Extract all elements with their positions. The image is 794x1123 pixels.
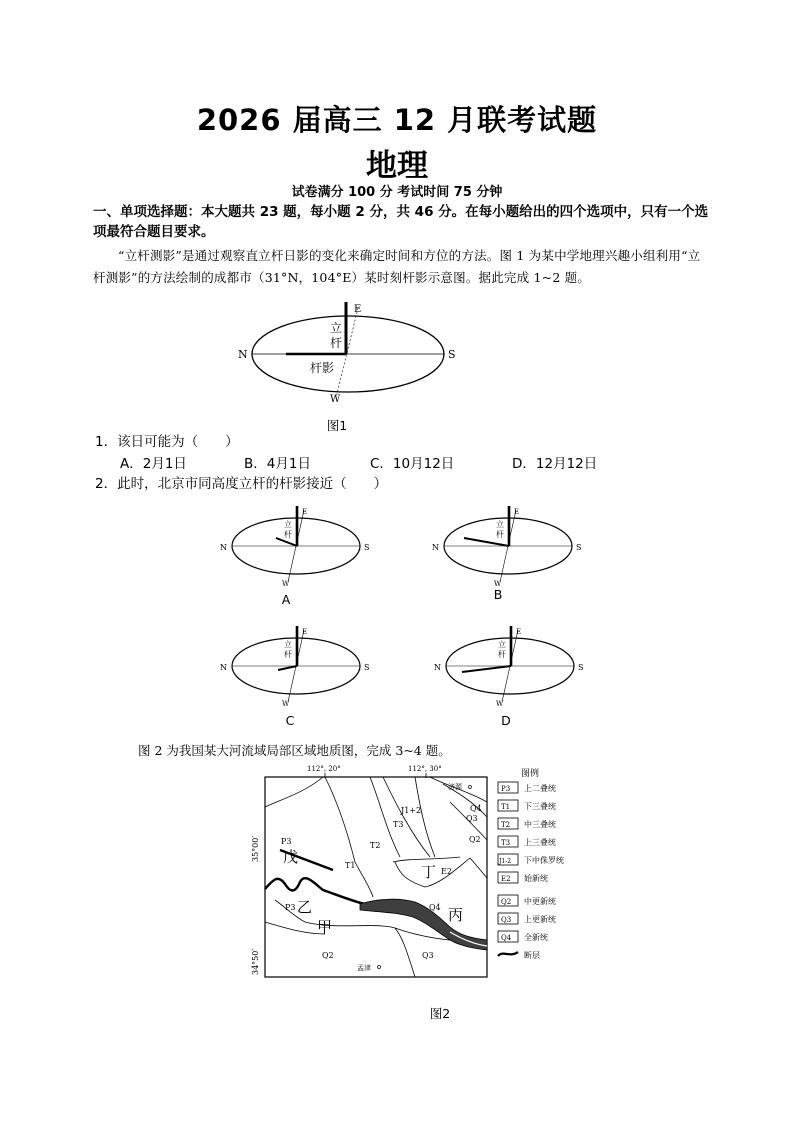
svg-text:W: W bbox=[282, 580, 290, 588]
q2-label-c: C bbox=[285, 713, 295, 728]
svg-text:下三叠统: 下三叠统 bbox=[524, 802, 556, 811]
lon-label-1: 112°, 20° bbox=[307, 765, 341, 773]
svg-text:立: 立 bbox=[496, 520, 504, 529]
unit-q2-south: Q2 bbox=[322, 951, 334, 960]
q2-diagram-c[interactable] bbox=[218, 622, 378, 708]
svg-text:上更新统: 上更新统 bbox=[524, 915, 556, 924]
label-w: W bbox=[330, 394, 341, 405]
section-heading: 一、单项选择题：本大题共 23 题，每小题 2 分，共 46 分。在每小题给出的四个选项中，只有一个选项最符合题目要求。 bbox=[93, 204, 709, 240]
legend bbox=[498, 782, 564, 960]
svg-text:E: E bbox=[302, 508, 308, 516]
legend-item bbox=[498, 800, 556, 811]
svg-text:N: N bbox=[220, 543, 227, 552]
q2-diagram-b[interactable] bbox=[430, 502, 590, 588]
svg-text:下中侏罗统: 下中侏罗统 bbox=[524, 856, 564, 865]
svg-text:S: S bbox=[364, 663, 370, 672]
svg-text:全新统: 全新统 bbox=[524, 933, 548, 942]
figure2-geologic-map bbox=[245, 762, 585, 984]
svg-text:中三叠统: 中三叠统 bbox=[524, 820, 556, 829]
q2-diagram-d[interactable] bbox=[432, 622, 592, 708]
svg-text:T3: T3 bbox=[501, 839, 511, 847]
lat-label-2: 34°50′ bbox=[251, 948, 260, 975]
label-e: E bbox=[354, 304, 362, 315]
legend-title: 图例 bbox=[521, 769, 540, 779]
svg-text:Q3: Q3 bbox=[501, 916, 512, 924]
svg-text:N: N bbox=[434, 663, 441, 672]
svg-text:E: E bbox=[302, 628, 308, 636]
region-bing: 丙 bbox=[448, 906, 464, 924]
svg-text:S: S bbox=[576, 543, 582, 552]
q1-option-b[interactable]: B．4月1日 bbox=[244, 456, 311, 472]
region-wu: 戊 bbox=[283, 848, 299, 866]
river-band bbox=[360, 899, 487, 950]
figure1-shadow-diagram bbox=[230, 298, 470, 410]
q1-option-c[interactable]: C．10月12日 bbox=[370, 456, 455, 472]
svg-text:杆: 杆 bbox=[284, 650, 292, 659]
legend-item bbox=[498, 872, 548, 883]
svg-text:W: W bbox=[496, 700, 504, 708]
q1-stem: 1．该日可能为（ ） bbox=[95, 434, 239, 450]
legend-item bbox=[498, 782, 556, 793]
exam-meta: 试卷满分 100 分 考试时间 75 分钟 bbox=[291, 185, 503, 200]
unit-q3-north: Q3 bbox=[466, 814, 478, 823]
figure1-caption: 图1 bbox=[326, 418, 348, 433]
svg-text:W: W bbox=[494, 580, 502, 588]
svg-text:上三叠统: 上三叠统 bbox=[524, 838, 556, 847]
region-ding: 丁 bbox=[421, 863, 437, 881]
svg-text:立: 立 bbox=[284, 640, 292, 649]
place-jiyuan: 济源 bbox=[448, 783, 462, 791]
region-yi: 乙 bbox=[297, 898, 313, 916]
q2-label-b: B bbox=[493, 587, 503, 602]
unit-t3: T3 bbox=[393, 820, 404, 829]
svg-text:P3: P3 bbox=[501, 785, 511, 793]
legend-item bbox=[498, 836, 556, 847]
svg-text:N: N bbox=[432, 543, 439, 552]
svg-text:W: W bbox=[282, 700, 290, 708]
q2-label-a: A bbox=[281, 592, 291, 607]
svg-text:上二叠统: 上二叠统 bbox=[524, 784, 556, 793]
svg-text:E2: E2 bbox=[501, 875, 511, 883]
unit-j12: J1+2 bbox=[401, 806, 422, 815]
unit-p3-south: P3 bbox=[285, 903, 296, 912]
shadow-line bbox=[276, 538, 297, 546]
figure2-intro: 图 2 为我国某大河流域局部区域地质图，完成 3~4 题。 bbox=[138, 743, 451, 758]
unit-q2-north: Q2 bbox=[469, 835, 481, 844]
svg-text:杆: 杆 bbox=[496, 530, 504, 539]
unit-t1: T1 bbox=[345, 861, 356, 870]
lon-label-2: 112°, 30° bbox=[408, 765, 442, 773]
svg-text:断层: 断层 bbox=[524, 951, 540, 960]
legend-item-fault bbox=[498, 950, 540, 960]
svg-text:S: S bbox=[364, 543, 370, 552]
label-shadow: 杆影 bbox=[310, 361, 335, 375]
legend-item bbox=[498, 931, 548, 942]
faults bbox=[265, 850, 365, 904]
svg-text:中更新统: 中更新统 bbox=[524, 897, 556, 906]
legend-item bbox=[498, 895, 556, 906]
intro-paragraph: “立杆测影”是通过观察直立杆日影的变化来确定时间和方位的方法。图 1 为某中学地理兴趣小组利用“立杆测影”的方法绘制的成都市（31°N，104°E）某时刻杆影示意图。据此完成 1~2 题。 bbox=[93, 248, 701, 285]
label-s: S bbox=[448, 348, 456, 361]
unit-p3-north: P3 bbox=[281, 837, 292, 846]
svg-text:杆: 杆 bbox=[498, 650, 506, 659]
region-jia: 甲 bbox=[317, 918, 333, 936]
q2-label-d: D bbox=[501, 713, 511, 728]
label-pole-1: 立 bbox=[330, 321, 343, 335]
map-frame bbox=[265, 777, 487, 977]
svg-text:E: E bbox=[516, 628, 522, 636]
label-n: N bbox=[238, 348, 248, 361]
unit-q4-river: Q4 bbox=[429, 903, 441, 912]
figure2-caption: 图2 bbox=[429, 1006, 451, 1021]
unit-q3-south: Q3 bbox=[422, 951, 434, 960]
fault-symbol-icon bbox=[498, 952, 518, 956]
unit-t2: T2 bbox=[370, 841, 381, 850]
exam-title: 2026 届高三 12 月联考试题 bbox=[196, 103, 598, 137]
q2-diagram-a[interactable] bbox=[218, 502, 378, 588]
svg-text:E: E bbox=[514, 508, 520, 516]
legend-item bbox=[498, 818, 556, 829]
svg-text:Q2: Q2 bbox=[501, 898, 512, 906]
svg-text:始新统: 始新统 bbox=[524, 874, 548, 883]
legend-item bbox=[498, 854, 564, 865]
q1-option-d[interactable]: D．12月12日 bbox=[512, 456, 598, 472]
shadow-line bbox=[278, 666, 297, 670]
lat-label-1: 35°00′ bbox=[251, 835, 260, 862]
svg-text:立: 立 bbox=[498, 640, 506, 649]
subject-title: 地理 bbox=[366, 148, 428, 184]
q1-option-a[interactable]: A．2月1日 bbox=[120, 456, 187, 472]
svg-text:杆: 杆 bbox=[284, 530, 292, 539]
label-pole-2: 杆 bbox=[330, 336, 343, 350]
unit-e2: E2 bbox=[441, 867, 452, 876]
place-mengjin: 孟津 bbox=[357, 964, 371, 972]
q2-stem: 2．此时，北京市同高度立杆的杆影接近（ ） bbox=[95, 476, 388, 492]
svg-text:立: 立 bbox=[284, 520, 292, 529]
svg-text:N: N bbox=[220, 663, 227, 672]
shadow-line bbox=[464, 538, 509, 546]
shadow-line bbox=[462, 666, 511, 672]
svg-text:J1-2: J1-2 bbox=[499, 858, 512, 865]
legend-item bbox=[498, 913, 556, 924]
svg-text:T2: T2 bbox=[501, 821, 511, 829]
svg-text:T1: T1 bbox=[501, 803, 511, 811]
unit-q4-north: Q4 bbox=[470, 804, 482, 813]
svg-text:Q4: Q4 bbox=[501, 934, 512, 942]
boundaries bbox=[265, 777, 487, 977]
svg-text:S: S bbox=[578, 663, 584, 672]
